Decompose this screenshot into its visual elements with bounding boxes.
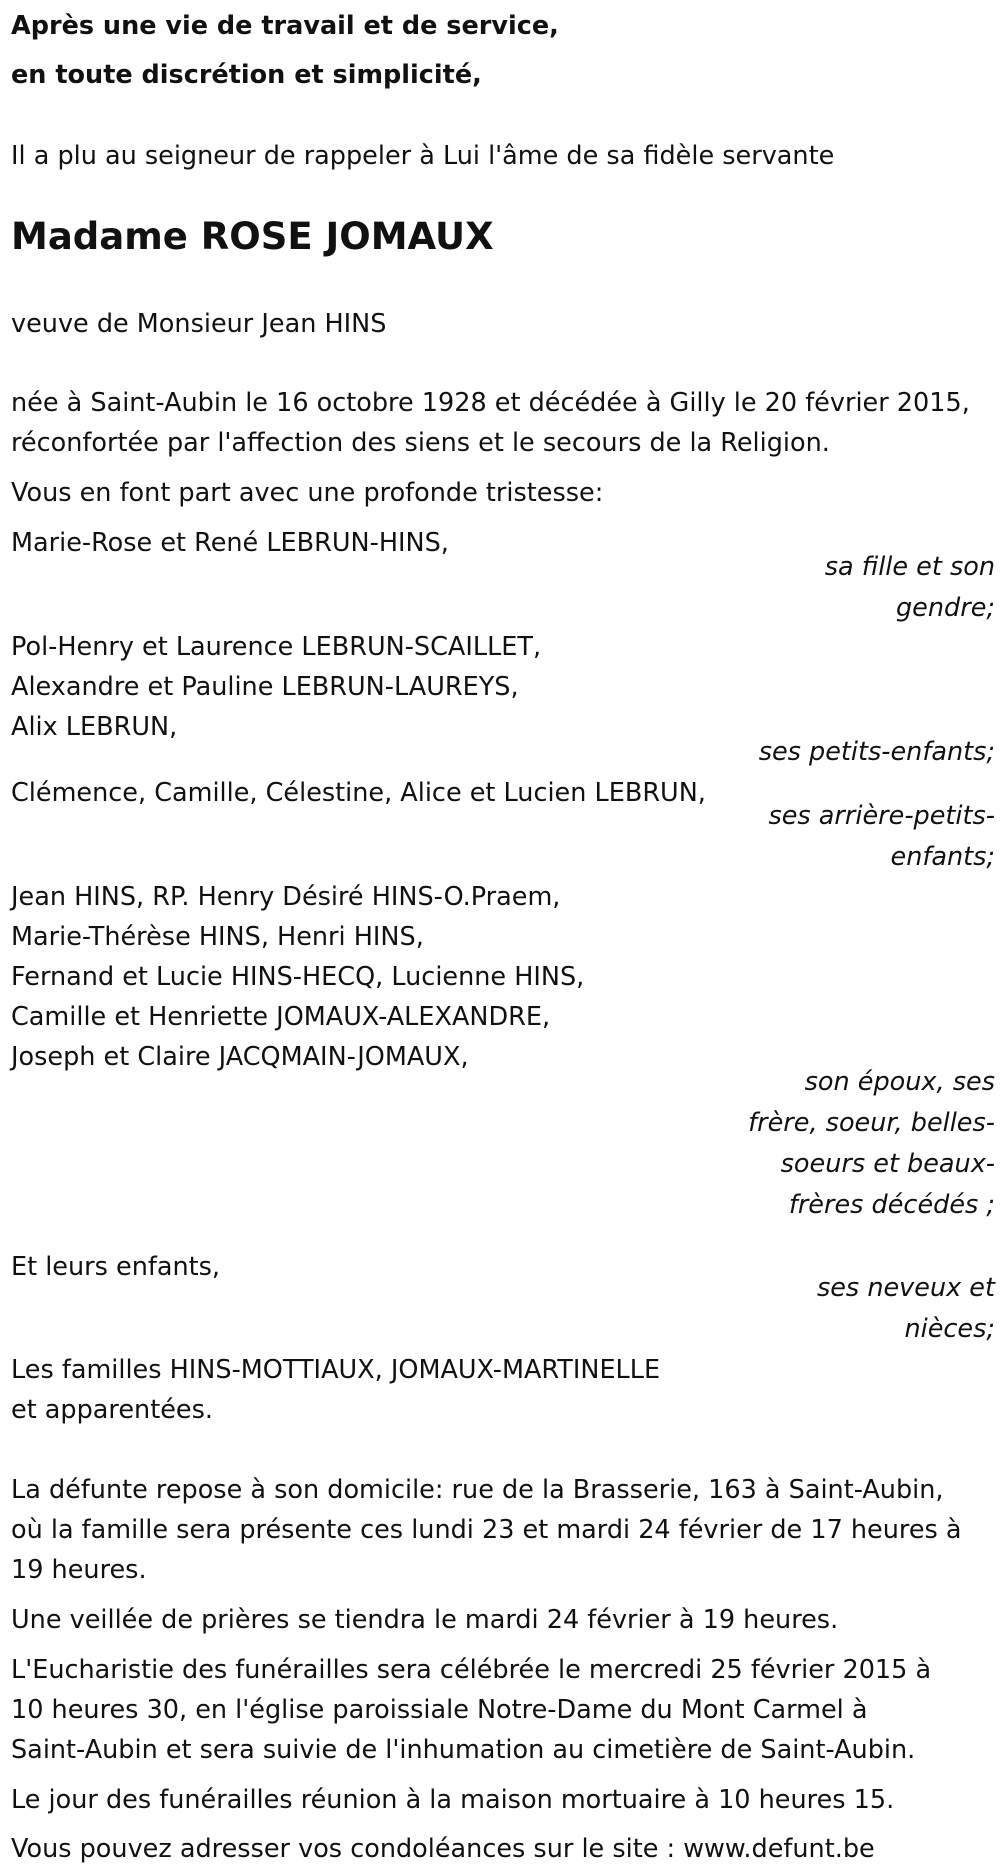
announcement: Il a plu au seigneur de rappeler à Lui l'âme de sa fidèle servante xyxy=(11,141,835,171)
family-member: Pol-Henry et Laurence LEBRUN-SCAILLET, xyxy=(11,632,542,662)
rest-line-1: La défunte repose à son domicile: rue de la Brasserie, 163 à Saint-Aubin, xyxy=(11,1475,944,1505)
rest-line-2: où la famille sera présente ces lundi 23 et mardi 24 février de 17 heures à xyxy=(11,1515,962,1545)
relation-label: ses neveux et nièces; xyxy=(816,1273,995,1344)
relation-label: sa fille et son gendre; xyxy=(824,552,995,623)
eucharist-line-2: 10 heures 30, en l'église paroissiale Notre-Dame du Mont Carmel à xyxy=(11,1695,868,1725)
birth-death: née à Saint-Aubin le 16 octobre 1928 et décédée à Gilly le 20 février 2015, xyxy=(11,388,970,418)
relation-label: son époux, ses frère, soeur, belles-soeurs et beaux-frères décédés ; xyxy=(748,1067,995,1220)
family-member: Joseph et Claire JACQMAIN-JOMAUX, xyxy=(11,1042,469,1072)
relation-label: ses petits-enfants; xyxy=(758,737,995,767)
family-member: Alix LEBRUN, xyxy=(11,712,178,742)
families-line-2: et apparentées. xyxy=(11,1395,213,1425)
family-member: Alexandre et Pauline LEBRUN-LAUREYS, xyxy=(11,672,519,702)
deceased-name: Madame ROSE JOMAUX xyxy=(11,215,494,258)
family-member: Camille et Henriette JOMAUX-ALEXANDRE, xyxy=(11,1002,551,1032)
family-member: Clémence, Camille, Célestine, Alice et Lucien LEBRUN, xyxy=(11,778,706,808)
reunion-line: Le jour des funérailles réunion à la maison mortuaire à 10 heures 15. xyxy=(11,1785,895,1815)
eucharist-line-1: L'Eucharistie des funérailles sera célébrée le mercredi 25 février 2015 à xyxy=(11,1655,932,1685)
family-member: Fernand et Lucie HINS-HECQ, Lucienne HINS, xyxy=(11,962,585,992)
family-member: Marie-Thérèse HINS, Henri HINS, xyxy=(11,922,424,952)
comforted-by: réconfortée par l'affection des siens et le secours de la Religion. xyxy=(11,428,830,458)
vigil-line: Une veillée de prières se tiendra le mardi 24 février à 19 heures. xyxy=(11,1605,839,1635)
widow-of: veuve de Monsieur Jean HINS xyxy=(11,309,387,339)
family-member: Marie-Rose et René LEBRUN-HINS, xyxy=(11,528,449,558)
family-member: Et leurs enfants, xyxy=(11,1252,221,1282)
family-member: Jean HINS, RP. Henry Désiré HINS-O.Praem, xyxy=(11,882,561,912)
intro-line-1: Après une vie de travail et de service, xyxy=(11,11,559,41)
intro-line-2: en toute discrétion et simplicité, xyxy=(11,60,482,90)
families-line-1: Les familles HINS-MOTTIAUX, JOMAUX-MARTINELLE xyxy=(11,1355,661,1385)
share-intro: Vous en font part avec une profonde tristesse: xyxy=(11,478,604,508)
rest-line-3: 19 heures. xyxy=(11,1555,147,1585)
eucharist-line-3: Saint-Aubin et sera suivie de l'inhumation au cimetière de Saint-Aubin. xyxy=(11,1735,916,1765)
condolences-line: Vous pouvez adresser vos condoléances sur le site : www.defunt.be xyxy=(11,1834,875,1864)
relation-label: ses arrière-petits-enfants; xyxy=(768,801,995,872)
